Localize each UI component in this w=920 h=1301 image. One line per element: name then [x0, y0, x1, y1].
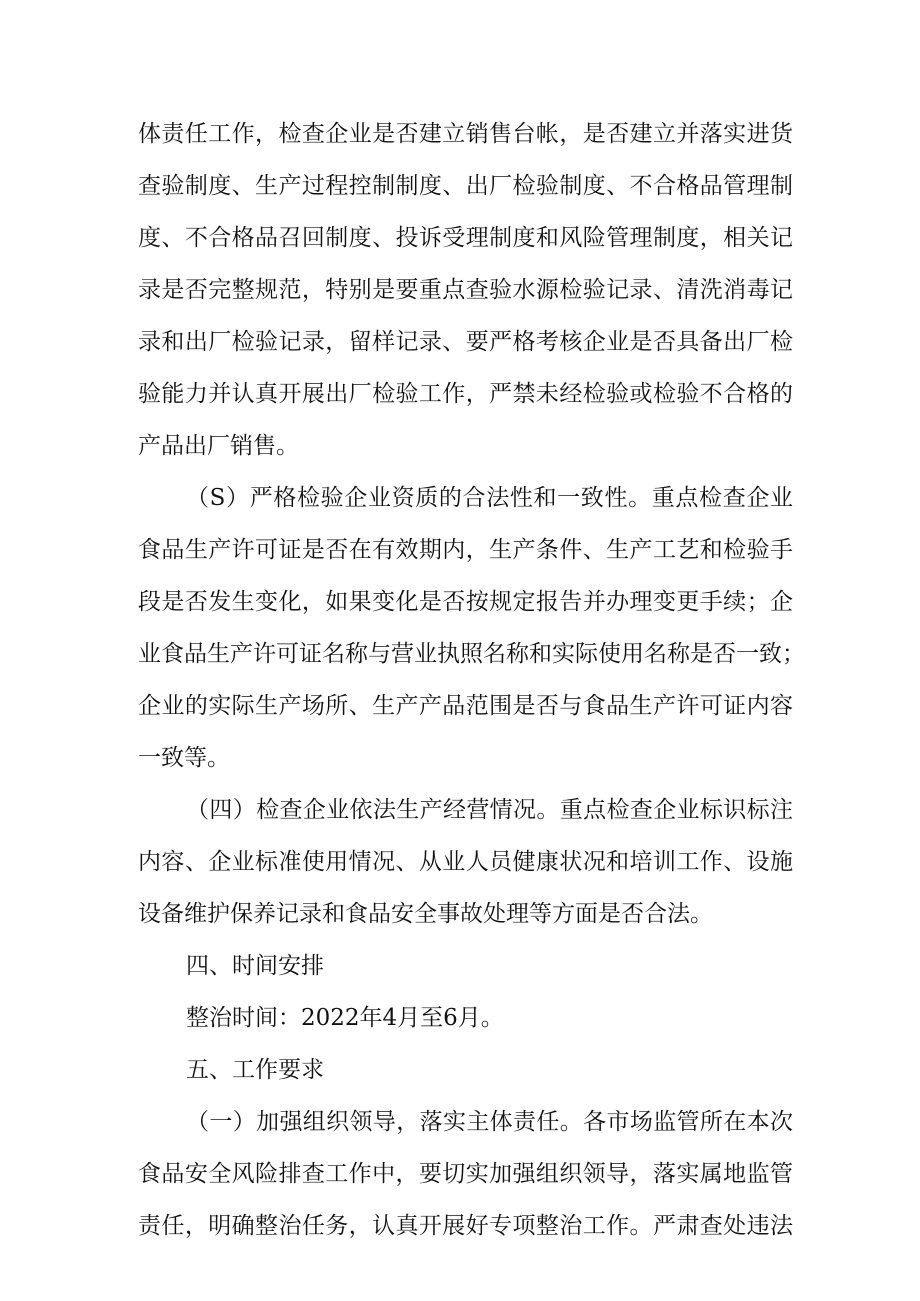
section-heading-requirements: 五、工作要求 — [186, 1057, 324, 1083]
schedule-text: 整治时间：2022年4月至6月。 — [186, 1005, 504, 1031]
body-text-line: 企业的实际生产场所、生产产品范围是否与食品生产许可证内容 — [138, 693, 793, 719]
section-heading-schedule: 四、时间安排 — [186, 953, 324, 979]
body-text-line: 段是否发生变化，如果变化是否按规定报告并办理变更手续；企 — [138, 589, 793, 615]
body-text-line: 体责任工作，检查企业是否建立销售台帐，是否建立并落实进货 — [138, 121, 793, 147]
paragraph-first-line: （S）严格检验企业资质的合法性和一致性。重点检查企业 — [186, 485, 793, 511]
body-text-line: 一致等。 — [138, 745, 230, 771]
body-text-line: 设备维护保养记录和食品安全事故处理等方面是否合法。 — [138, 901, 713, 927]
body-text-line: 责任，明确整治任务，认真开展好专项整治工作。严肃查处违法 — [138, 1213, 793, 1239]
body-text-line: 查验制度、生产过程控制制度、出厂检验制度、不合格品管理制 — [138, 173, 793, 199]
paragraph-first-line: （四）检查企业依法生产经营情况。重点检查企业标识标注 — [186, 797, 793, 823]
body-text-line: 验能力并认真开展出厂检验工作，严禁未经检验或检验不合格的 — [138, 381, 793, 407]
body-text-line: 录和出厂检验记录，留样记录、要严格考核企业是否具备出厂检 — [138, 329, 793, 355]
body-text-line: 录是否完整规范，特别是要重点查验水源检验记录、清洗消毒记 — [138, 277, 793, 303]
body-text-line: 度、不合格品召回制度、投诉受理制度和风险管理制度，相关记 — [138, 225, 793, 251]
body-text-line: 食品安全风险排查工作中，要切实加强组织领导，落实属地监管 — [138, 1161, 793, 1187]
body-text-line: 产品出厂销售。 — [138, 433, 299, 459]
body-text-line: 食品生产许可证是否在有效期内，生产条件、生产工艺和检验手 — [138, 537, 793, 563]
paragraph-first-line: （一）加强组织领导，落实主体责任。各市场监管所在本次 — [186, 1109, 793, 1135]
body-text-line: 内容、企业标准使用情况、从业人员健康状况和培训工作、设施 — [138, 849, 793, 875]
body-text-line: 业食品生产许可证名称与营业执照名称和实际使用名称是否一致； — [138, 641, 805, 667]
